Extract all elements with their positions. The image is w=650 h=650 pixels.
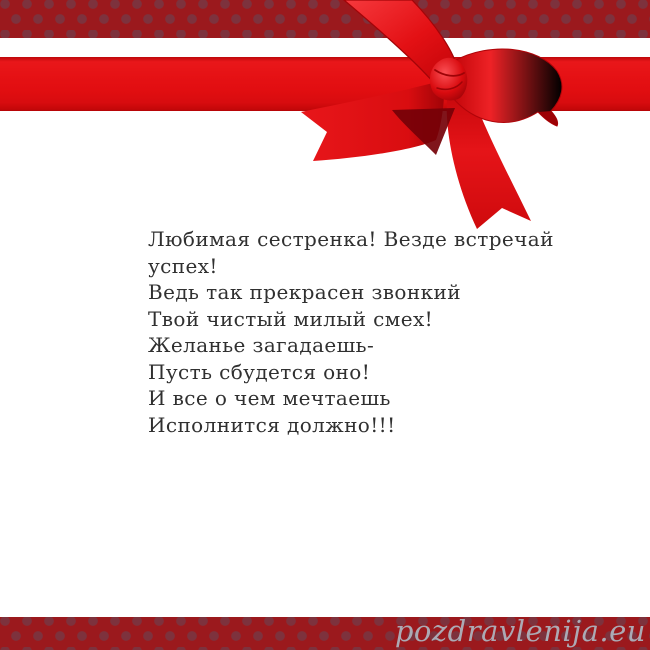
greeting-line: Исполнится должно!!!: [148, 412, 396, 437]
ribbon-bow-icon: [280, 0, 600, 250]
bow-loop-fold: [539, 111, 558, 126]
greeting-line: Любимая сестренка! Везде встречай: [148, 227, 554, 251]
greeting-line: Ведь так прекрасен звонкий: [148, 280, 461, 304]
greeting-line: успех!: [148, 253, 218, 278]
greeting-line: Желанье загадаешь-: [148, 333, 375, 357]
bottom-dotted-border: [0, 614, 650, 650]
watermark-text: pozdravlenija.eu: [394, 614, 646, 648]
greeting-line: Твой чистый милый смех!: [148, 306, 434, 331]
greeting-line: И все о чем мечтаешь: [148, 386, 391, 410]
greeting-text: [148, 226, 578, 438]
greeting-line: Пусть сбудется оно!: [148, 359, 371, 384]
